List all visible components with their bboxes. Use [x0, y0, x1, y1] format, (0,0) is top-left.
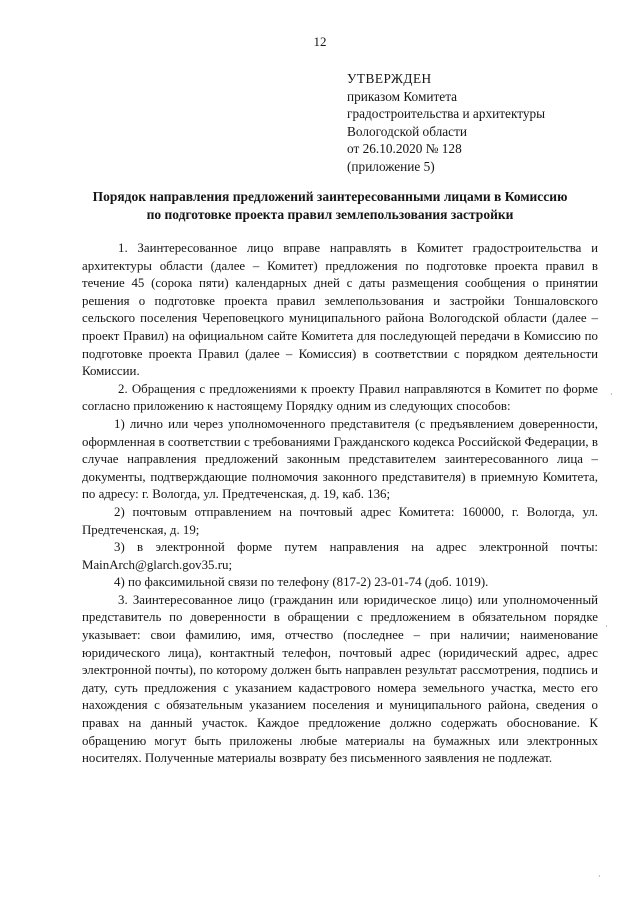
list-item-3: 3) в электронной форме путем направления на адрес электронной почты: MainArch@glarch.gov35.ru; [82, 540, 598, 572]
paragraph-1: 1. Заинтересованное лицо вправе направлять в Комитет градостроительства и архитектуры области (далее – Комитет) предложения по подготовке проекта правил в течение 45 (сорока пяти) календарных дней с даты размещения сообщения о принятии решения о подготовке проекта правил землепользования и застройки Тоншаловского сельского поселения Череповецкого муниципального района Вологодской области (далее – проект Правил) на официальном сайте Комитета для последующей передачи в Комиссию по подготовке проекта Правил (далее – Комиссия) в соответствии с порядком деятельности Комиссии. [82, 241, 598, 379]
paragraph-3: 3. Заинтересованное лицо (гражданин или юридическое лицо) или уполномоченный представитель по доверенности в обращении с предложением в обязательном порядке указывает: свои фамилию, имя, отчество (последнее – при наличии; наименование юридического лица), контактный телефон, почтовый адрес (юридический адрес, адрес электронной почты), по которому должен быть направлен результат рассмотрения, подпись и дату, суть предложения с указанием кадастрового номера земельного участка, место его нахождения с обязательным указанием поселения и муниципального района, сведения о правах на данный участок. Каждое предложение должно содержать обоснование. К обращению могут быть приложены любые материалы на бумажных или электронных носителях. Полученные материалы возврату без письменного заявления не подлежат. [82, 592, 598, 766]
document-body [82, 240, 598, 768]
paragraph-2: 2. Обращения с предложениями к проекту Правил направляются в Комитет по форме согласно приложению к настоящему Порядку одним из следующих способов: [82, 381, 598, 414]
scan-speck: · [598, 872, 601, 881]
list-item-4: 4) по факсимильной связи по телефону (817-2) 23-01-74 (доб. 1019). [114, 575, 489, 590]
title-line-1: Порядок направления предложений заинтересованными лицами в Комиссию [92, 189, 568, 204]
page-number: 12 [313, 34, 327, 49]
approval-heading: УТВЕРЖДЕН [347, 71, 432, 86]
scan-speck: · [610, 390, 613, 399]
title-line-2: по подготовке проекта правил землепользования застройки [146, 207, 514, 222]
scan-speck: · [605, 622, 608, 631]
approval-region-line: Вологодской области [347, 123, 468, 139]
list-item-1: 1) лично или через уполномоченного представителя (с предъявлением доверенности, оформленная в соответствии с требованиями Гражданского кодекса Российской Федерации, в случае направления предложений законным представителем заинтересованного лица – документы, подтверждающие полномочия законного представителя) в приемную Комитета, по адресу: г. Вологда, ул. Предтеченская, д. 19, каб. 136; [82, 416, 598, 502]
approval-appendix-line: (приложение 5) [347, 158, 435, 174]
approval-date-line: от 26.10.2020 № 128 [347, 141, 462, 156]
list-item-2: 2) почтовым отправлением на почтовый адрес Комитета: 160000, г. Вологда, ул. Предтеченская, д. 19; [82, 504, 598, 537]
approval-order-line: приказом Комитета [347, 88, 458, 104]
approval-stamp-block [347, 70, 545, 175]
approval-committee-line: градостроительства и архитектуры [347, 106, 546, 121]
document-title [60, 188, 600, 224]
